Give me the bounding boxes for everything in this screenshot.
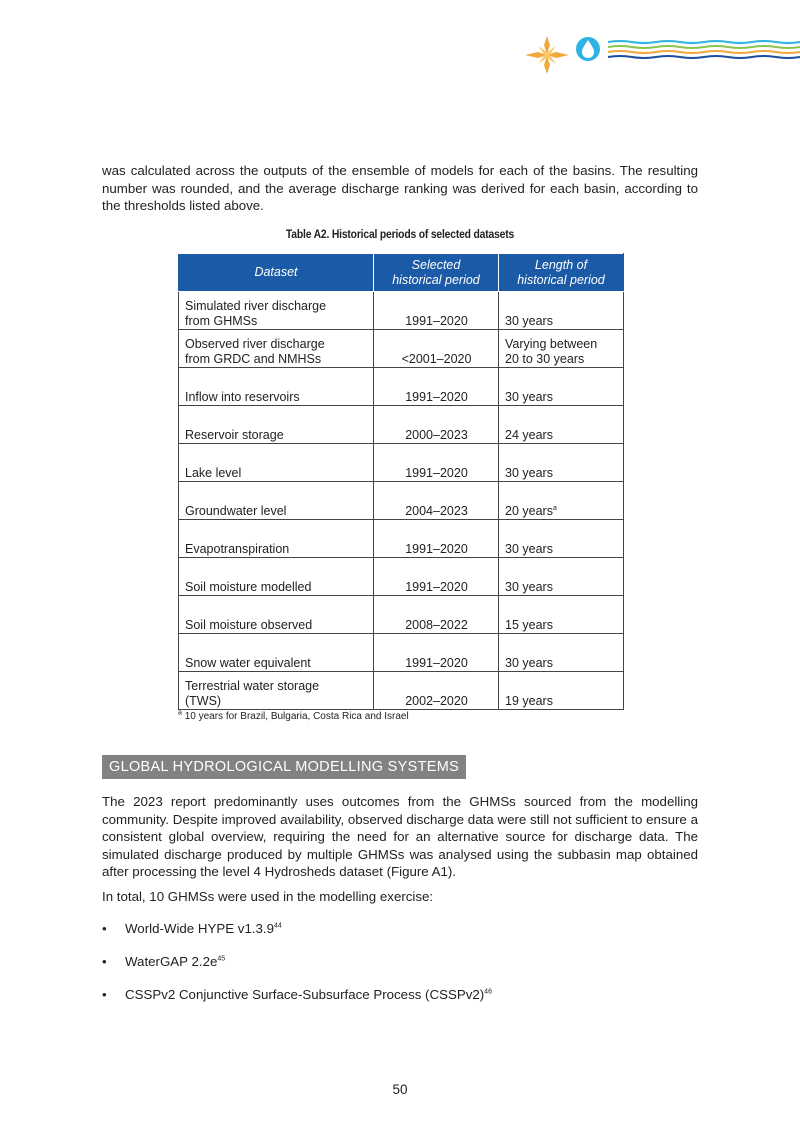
length-cell: 24 years xyxy=(499,406,624,444)
length-cell: 30 years xyxy=(499,444,624,482)
dataset-cell xyxy=(179,330,374,368)
bullet-dot: • xyxy=(102,954,107,969)
length-value: 20 years xyxy=(505,503,553,518)
length-cell: 30 years xyxy=(499,634,624,672)
period-cell: 2004–2023 xyxy=(374,482,499,520)
table-row xyxy=(179,292,624,330)
length-cell: 19 years xyxy=(499,672,624,710)
table-row xyxy=(179,634,624,672)
historical-periods-table xyxy=(178,253,624,710)
list-item-text: World-Wide HYPE v1.3.9 xyxy=(125,921,275,936)
intro-paragraph: was calculated across the outputs of the ensemble of models for each of the basins. The resulting number was rounded, and the average discharge ranking was derived for each basin, according to the thresholds listed above. xyxy=(102,163,698,213)
header-dataset: Dataset xyxy=(179,254,374,292)
reference-number: 44 xyxy=(274,922,282,930)
bullet-dot: • xyxy=(102,921,107,936)
table-footnote xyxy=(178,711,409,722)
page-number: 50 xyxy=(392,1082,408,1097)
period-cell: 1991–2020 xyxy=(374,520,499,558)
dataset-line1: Terrestrial water storage xyxy=(185,679,320,693)
reference-number: 46 xyxy=(484,988,492,996)
dataset-cell: Soil moisture observed xyxy=(179,596,374,634)
dataset-cell: Reservoir storage xyxy=(179,406,374,444)
dataset-cell xyxy=(179,672,374,710)
header-length xyxy=(499,254,624,292)
reference-number: 45 xyxy=(217,955,226,963)
list-item-text: WaterGAP 2.2e xyxy=(125,954,218,969)
section-paragraph-2: In total, 10 GHMSs were used in the modelling exercise: xyxy=(102,889,434,904)
table-row xyxy=(179,482,624,520)
length-line2: 20 to 30 years xyxy=(505,351,585,366)
header-selected-period-line2: historical period xyxy=(392,272,480,287)
length-cell xyxy=(499,330,624,368)
dataset-cell: Snow water equivalent xyxy=(179,634,374,672)
table-header-row xyxy=(179,254,624,292)
table-row xyxy=(179,406,624,444)
table-body xyxy=(179,292,624,710)
length-line1: Varying between xyxy=(505,337,598,351)
header-length-line1: Length of xyxy=(534,257,588,272)
length-cell: 30 years xyxy=(499,368,624,406)
length-cell: 30 years xyxy=(499,292,624,330)
length-cell: 30 years xyxy=(499,558,624,596)
table-row xyxy=(179,368,624,406)
period-cell: 1991–2020 xyxy=(374,292,499,330)
period-cell: 2000–2023 xyxy=(374,406,499,444)
dataset-cell: Inflow into reservoirs xyxy=(179,368,374,406)
table-caption: Table A2. Historical periods of selected datasets xyxy=(285,229,515,241)
dataset-line2: from GRDC and NMHSs xyxy=(185,351,322,366)
dataset-cell: Soil moisture modelled xyxy=(179,558,374,596)
footnote-mark: a xyxy=(552,504,557,512)
table-row xyxy=(179,520,624,558)
period-cell: 1991–2020 xyxy=(374,558,499,596)
dataset-cell: Lake level xyxy=(179,444,374,482)
list-item xyxy=(102,953,702,970)
period-cell: <2001–2020 xyxy=(374,330,499,368)
dataset-line1: Simulated river discharge xyxy=(185,299,327,313)
table-row xyxy=(179,558,624,596)
dataset-line2: from GHMSs xyxy=(185,313,258,328)
period-cell: 2008–2022 xyxy=(374,596,499,634)
table-row xyxy=(179,672,624,710)
section-paragraph-1: The 2023 report predominantly uses outcomes from the GHMSs sourced from the modelling community. Despite improved availability, observed discharge data were still not sufficient to ensure a consistent global overview, requiring the need for an alternative source for discharge data. The simulated discharge produced by multiple GHMSs was analysed using the subbasin map obtained after processing the level 4 Hydrosheds dataset (Figure A1). xyxy=(102,794,698,879)
length-cell xyxy=(499,482,624,520)
table-row xyxy=(179,330,624,368)
section-heading: GLOBAL HYDROLOGICAL MODELLING SYSTEMS xyxy=(102,755,466,779)
period-cell: 1991–2020 xyxy=(374,368,499,406)
dataset-cell: Evapotranspiration xyxy=(179,520,374,558)
header-length-line2: historical period xyxy=(517,272,605,287)
length-cell: 30 years xyxy=(499,520,624,558)
compass-star-icon xyxy=(525,36,569,74)
footnote-mark: a xyxy=(178,709,182,717)
compass-star-water-drop-waves-logo xyxy=(520,36,800,76)
period-cell: 1991–2020 xyxy=(374,444,499,482)
header-selected-period xyxy=(374,254,499,292)
list-item xyxy=(102,920,702,937)
dataset-cell: Groundwater level xyxy=(179,482,374,520)
water-drop-icon xyxy=(576,37,600,61)
header-logo xyxy=(520,36,800,76)
list-item xyxy=(102,986,702,1003)
header-selected-period-line1: Selected xyxy=(411,257,461,272)
footnote-text: 10 years for Brazil, Bulgaria, Costa Rica and Israel xyxy=(184,711,409,722)
table-row xyxy=(179,596,624,634)
length-cell: 15 years xyxy=(499,596,624,634)
period-cell: 1991–2020 xyxy=(374,634,499,672)
bullet-dot: • xyxy=(102,987,107,1002)
ghms-list xyxy=(102,920,702,1019)
list-item-text: CSSPv2 Conjunctive Surface-Subsurface Process (CSSPv2) xyxy=(125,987,485,1002)
table-row xyxy=(179,444,624,482)
dataset-cell xyxy=(179,292,374,330)
waves-icon xyxy=(608,41,800,58)
period-cell: 2002–2020 xyxy=(374,672,499,710)
dataset-line2: (TWS) xyxy=(185,693,222,708)
dataset-line1: Observed river discharge xyxy=(185,337,325,351)
